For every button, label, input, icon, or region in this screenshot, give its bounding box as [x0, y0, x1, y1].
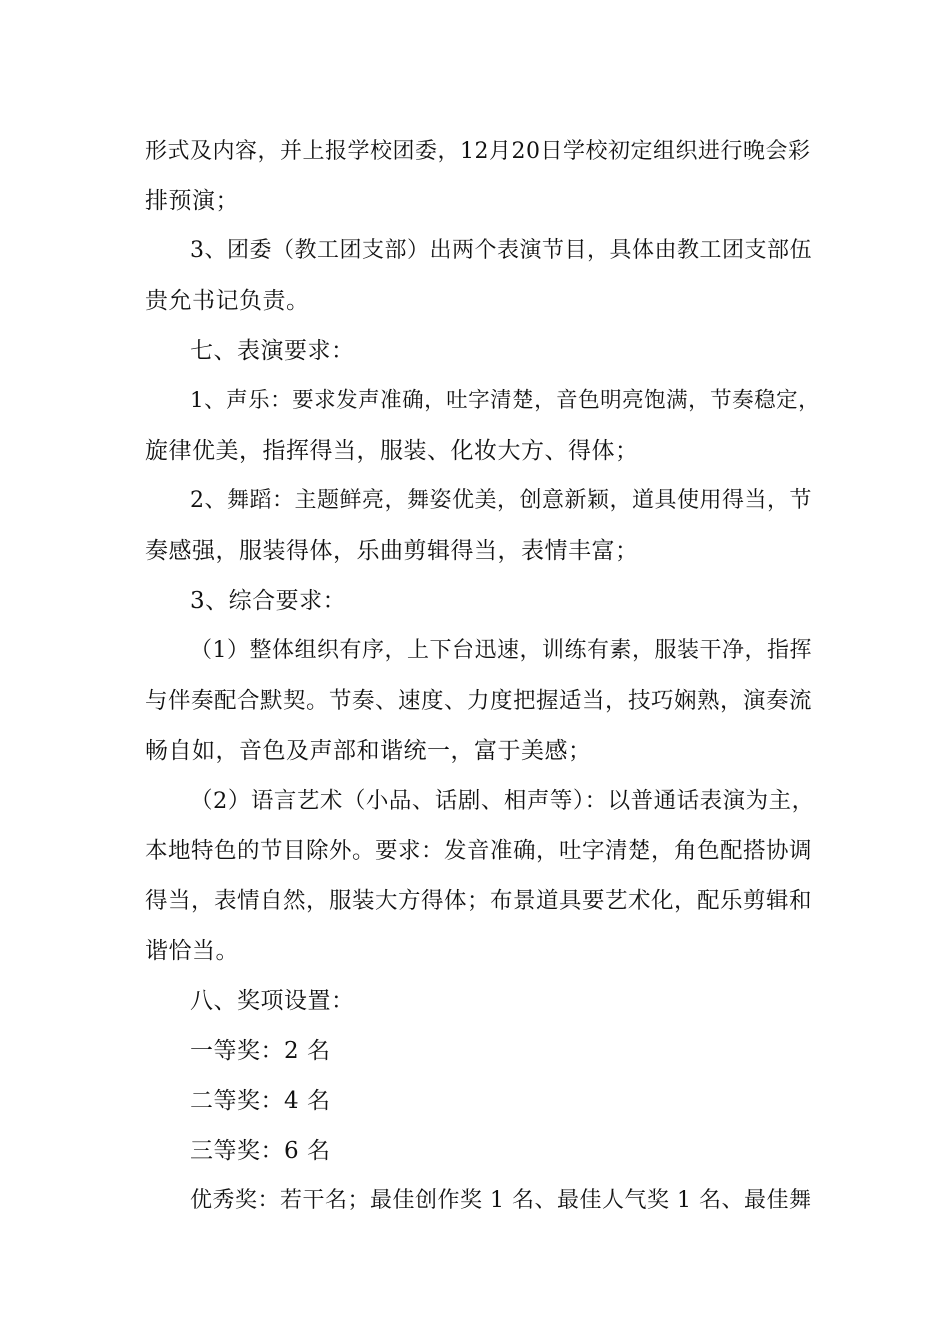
section-heading: 八、奖项设置：	[190, 988, 355, 1014]
paragraph-line: 贵允书记负责。	[145, 288, 310, 314]
award-line: 三等奖：6 名	[190, 1138, 331, 1164]
paragraph-line: 3、综合要求：	[190, 588, 347, 614]
paragraph-line: （1）整体组织有序，上下台迅速，训练有素，服装干净，指挥	[190, 638, 812, 663]
paragraph-line: 旋律优美，指挥得当，服装、化妆大方、得体；	[145, 438, 639, 464]
paragraph-line: 与伴奏配合默契。节奏、速度、力度把握适当，技巧娴熟，演奏流	[145, 688, 813, 714]
paragraph-line: 2、舞蹈：主题鲜亮，舞姿优美，创意新颖，道具使用得当，节	[190, 488, 812, 513]
award-line: 二等奖：4 名	[190, 1088, 331, 1114]
section-heading: 七、表演要求：	[190, 338, 355, 364]
paragraph-line: 3、团委（教工团支部）出两个表演节目，具体由教工团支部伍	[190, 238, 812, 263]
paragraph-line: 本地特色的节目除外。要求：发音准确，吐字清楚，角色配搭协调	[145, 838, 813, 864]
paragraph-line: 形式及内容，并上报学校团委，12月20日学校初定组织进行晚会彩	[145, 139, 811, 164]
paragraph-line: 奏感强，服装得体，乐曲剪辑得当，表情丰富；	[145, 538, 639, 564]
paragraph-line: 1、声乐：要求发声准确，吐字清楚，音色明亮饱满，节奏稳定，	[190, 388, 821, 413]
award-line: 优秀奖：若干名；最佳创作奖 1 名、最佳人气奖 1 名、最佳舞	[190, 1188, 812, 1213]
paragraph-line: 排预演；	[145, 188, 239, 214]
paragraph-line: （2）语言艺术（小品、话剧、相声等）：以普通话表演为主，	[190, 788, 815, 814]
paragraph-line: 得当，表情自然，服装大方得体；布景道具要艺术化，配乐剪辑和	[145, 888, 813, 914]
paragraph-line: 谐恰当。	[145, 938, 239, 964]
award-line: 一等奖：2 名	[190, 1038, 331, 1064]
paragraph-line: 畅自如，音色及声部和谐统一，富于美感；	[145, 738, 592, 764]
